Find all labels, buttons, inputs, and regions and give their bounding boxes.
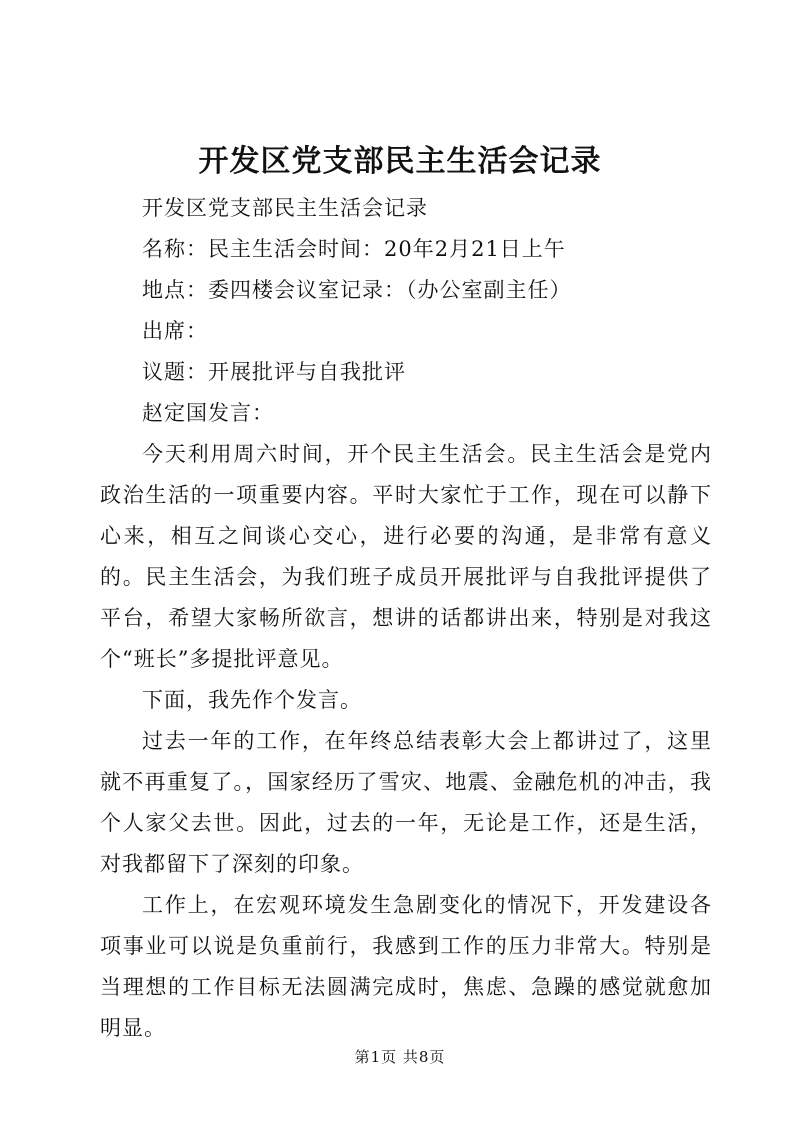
paragraph-speech-4: 工作上，在宏观环境发生急剧变化的情况下，开发建设各项事业可以说是负重前行，我感到工作的压力非常大。特别是当理想的工作目标无法圆满完成时，焦虑、急躁的感觉就愈加明显。 <box>100 893 712 1040</box>
page-number-footer: 第1页 共8页 <box>354 1048 446 1066</box>
paragraph-speech-2: 下面，我先作个发言。 <box>142 688 362 712</box>
paragraph-heading-repeat: 开发区党支部民主生活会记录 <box>142 196 428 220</box>
paragraph-topic: 议题：开展批评与自我批评 <box>142 360 406 384</box>
paragraph-speaker: 赵定国发言： <box>142 401 274 425</box>
paragraph-location-recorder: 地点：委四楼会议室记录：（办公室副主任） <box>142 278 572 302</box>
paragraph-speech-1: 今天利用周六时间，开个民主生活会。民主生活会是党内政治生活的一项重要内容。平时大家忙于工作，现在可以静下心来，相互之间谈心交心，进行必要的沟通，是非常有意义的。民主生活会，为我们班子成员开展批评与自我批评提供了平台，希望大家畅所欲言，想讲的话都讲出来，特别是对我这个“班长”多提批评意见。 <box>100 442 712 671</box>
paragraph-name-time: 名称：民主生活会时间：20年2月21日上午 <box>142 237 566 261</box>
paragraph-attendees: 出席： <box>142 319 208 343</box>
paragraph-speech-3: 过去一年的工作，在年终总结表彰大会上都讲过了，这里就不再重复了。，国家经历了雪灾、地震、金融危机的冲击，我个人家父去世。因此，过去的一年，无论是工作，还是生活，对我都留下了深刻的印象。 <box>100 729 712 876</box>
document-title: 开发区党支部民主生活会记录 <box>198 144 602 179</box>
document-body <box>100 188 712 1049</box>
